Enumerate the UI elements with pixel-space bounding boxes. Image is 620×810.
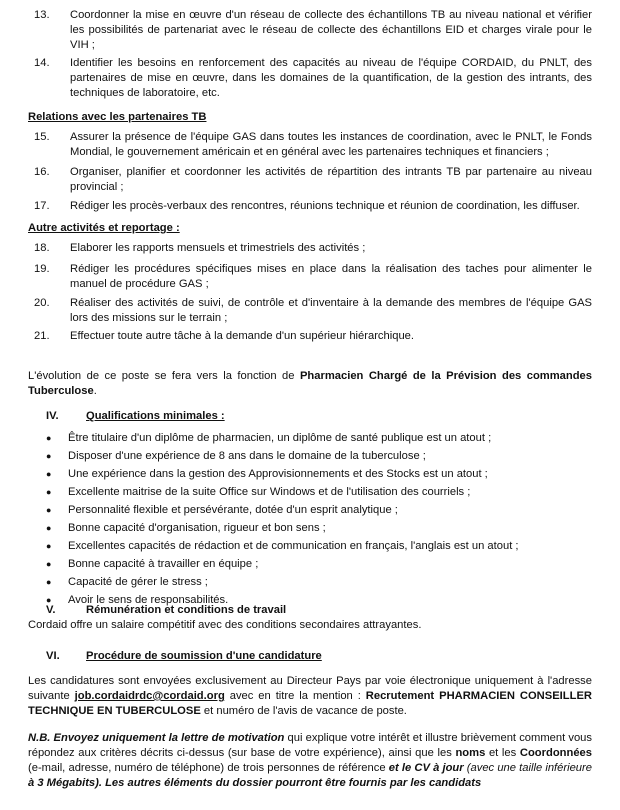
procedure-text: et numéro de l'avis de vacance de poste.	[200, 705, 407, 717]
bullet-icon: ●	[46, 487, 52, 497]
section-number: IV.	[46, 410, 59, 422]
item-number: 15.	[34, 131, 50, 143]
nb-text: qui explique votre intérêt et illustre brièvement comment vous répondez aux critères décrits ci-dessus (sur base de votre expérience), ainsi que les	[28, 732, 592, 759]
evolution-target-role: Pharmacien Chargé de la Prévision des commandes Tuberculose	[28, 370, 593, 397]
nb-text: (e-mail, adresse, numéro de téléphone) de trois personnes de référence	[28, 762, 389, 774]
list-item	[34, 296, 592, 326]
item-text: Réaliser des activités de suivi, de contrôle et d'inventaire à la demande des membres de l'équipe GAS lors des missions sur le terrain ;	[70, 297, 592, 324]
subheading-autres: Autre activités et reportage :	[28, 222, 180, 234]
bullet-text: Être titulaire d'un diplôme de pharmacien, un diplôme de santé publique est un atout ;	[68, 432, 492, 444]
nb-emphasis: noms	[455, 747, 486, 759]
item-number: 21.	[34, 330, 50, 342]
item-text: Assurer la présence de l'équipe GAS dans toutes les instances de coordination, avec le PNLT, le Fonds Mondial, le gouvernement américain et en général avec les partenaires techniques et financiers ;	[70, 131, 592, 158]
item-number: 18.	[34, 242, 50, 254]
list-item	[46, 467, 586, 482]
item-text: Coordonner la mise en œuvre d'un réseau de collecte des échantillons TB au niveau national et vérifier les possibilités de partenariat avec le réseau de collecte des échantillons EID et charges virale pour le VIH ;	[70, 9, 592, 51]
application-mention: Recrutement PHARMACIEN CONSEILLER TECHNIQUE EN TUBERCULOSE	[28, 690, 592, 717]
bullet-icon: ●	[46, 559, 52, 569]
list-item	[34, 130, 592, 160]
list-item	[34, 8, 592, 53]
remuneration-text: Cordaid offre un salaire compétitif avec des conditions secondaires attrayantes.	[28, 619, 422, 631]
nb-emphasis: Coordonnées	[519, 747, 592, 759]
list-item	[34, 329, 592, 344]
procedure-text: Les candidatures sont envoyées exclusivement au Directeur Pays par voie électronique uniquement à l'adresse suivante	[28, 675, 592, 702]
item-text: Elaborer les rapports mensuels et trimestriels des activités ;	[70, 242, 366, 254]
item-text: Identifier les besoins en renforcement des capacités au niveau de l'équipe CORDAID, du PNLT, des partenaires de mise en œuvre, dans les domaines de la quantification, de la gestion des intrants, des techniques de laboratoire, etc.	[70, 57, 592, 99]
list-item	[46, 485, 586, 500]
subheading-relations: Relations avec les partenaires TB	[28, 111, 207, 123]
bullet-icon: ●	[46, 451, 52, 461]
nb-text: (avec une taille inférieure	[463, 762, 592, 774]
evolution-text: L'évolution de ce poste se fera vers la fonction de	[28, 370, 300, 382]
evolution-end: .	[93, 385, 97, 397]
section-number: V.	[46, 604, 56, 616]
bullet-text: Excellentes capacités de rédaction et de communication en français, l'anglais est un atout ;	[68, 540, 519, 552]
item-number: 14.	[34, 57, 50, 69]
bullet-icon: ●	[46, 541, 52, 551]
list-item	[46, 521, 586, 536]
list-item	[46, 539, 586, 554]
bullet-text: Personnalité flexible et persévérante, dotée d'un esprit analytique ;	[68, 504, 398, 516]
item-text: Organiser, planifier et coordonner les activités de répartition des intrants TB par partenaire au niveau provincial ;	[70, 166, 592, 193]
list-item	[46, 575, 586, 590]
item-text: Rédiger les procédures spécifiques mises en place dans la réalisation des taches pour alimenter le manuel de procédure GAS ;	[70, 263, 592, 290]
list-item	[34, 199, 592, 214]
bullet-text: Bonne capacité à travailler en équipe ;	[68, 558, 259, 570]
list-item	[34, 241, 592, 256]
list-item	[46, 449, 586, 464]
evolution-paragraph	[28, 369, 592, 399]
procedure-paragraph	[28, 674, 592, 719]
item-number: 19.	[34, 263, 50, 275]
bullet-text: Capacité de gérer le stress ;	[68, 576, 208, 588]
section-heading-vi	[46, 649, 322, 664]
procedure-text: avec en titre la mention :	[224, 690, 366, 702]
section-heading-iv	[46, 409, 225, 424]
section-title: Rémunération et conditions de travail	[86, 604, 287, 616]
item-number: 17.	[34, 200, 50, 212]
item-text: Effectuer toute autre tâche à la demande d'un supérieur hiérarchique.	[70, 330, 414, 342]
list-item	[46, 431, 586, 446]
list-item	[46, 503, 586, 518]
bullet-icon: ●	[46, 505, 52, 515]
list-item	[34, 165, 592, 195]
item-number: 16.	[34, 166, 50, 178]
item-number: 20.	[34, 297, 50, 309]
list-item	[46, 557, 586, 572]
email-link[interactable]: job.cordaidrdc@cordaid.org	[74, 690, 225, 702]
bullet-text: Excellente maitrise de la suite Office sur Windows et de l'utilisation des courriels ;	[68, 486, 471, 498]
section-title: Procédure de soumission d'une candidature	[86, 650, 322, 662]
section-number: VI.	[46, 650, 60, 662]
nb-text: et les	[485, 747, 520, 759]
bullet-text: Bonne capacité d'organisation, rigueur et bon sens ;	[68, 522, 326, 534]
item-text: Rédiger les procès-verbaux des rencontres, réunions technique et réunion de coordination, les diffuser.	[70, 200, 580, 212]
nb-emphasis: à 3 Mégabits). Les autres éléments du dossier pourront être fournis par les candidats	[28, 777, 482, 789]
nb-emphasis: et le CV à jour	[388, 762, 464, 774]
section-heading-v	[46, 603, 286, 618]
bullet-icon: ●	[46, 433, 52, 443]
bullet-icon: ●	[46, 595, 52, 605]
bullet-text: Avoir le sens de responsabilités.	[68, 594, 229, 606]
bullet-text: Disposer d'une expérience de 8 ans dans le domaine de la tuberculose ;	[68, 450, 426, 462]
nb-emphasis: N.B. Envoyez uniquement la lettre de motivation	[28, 732, 285, 744]
bullet-icon: ●	[46, 577, 52, 587]
list-item	[34, 56, 592, 101]
bullet-icon: ●	[46, 469, 52, 479]
list-item	[34, 262, 592, 292]
item-number: 13.	[34, 9, 50, 21]
section-title: Qualifications minimales :	[86, 410, 225, 422]
nb-paragraph	[28, 731, 592, 791]
bullet-icon: ●	[46, 523, 52, 533]
bullet-text: Une expérience dans la gestion des Approvisionnements et des Stocks est un atout ;	[68, 468, 488, 480]
